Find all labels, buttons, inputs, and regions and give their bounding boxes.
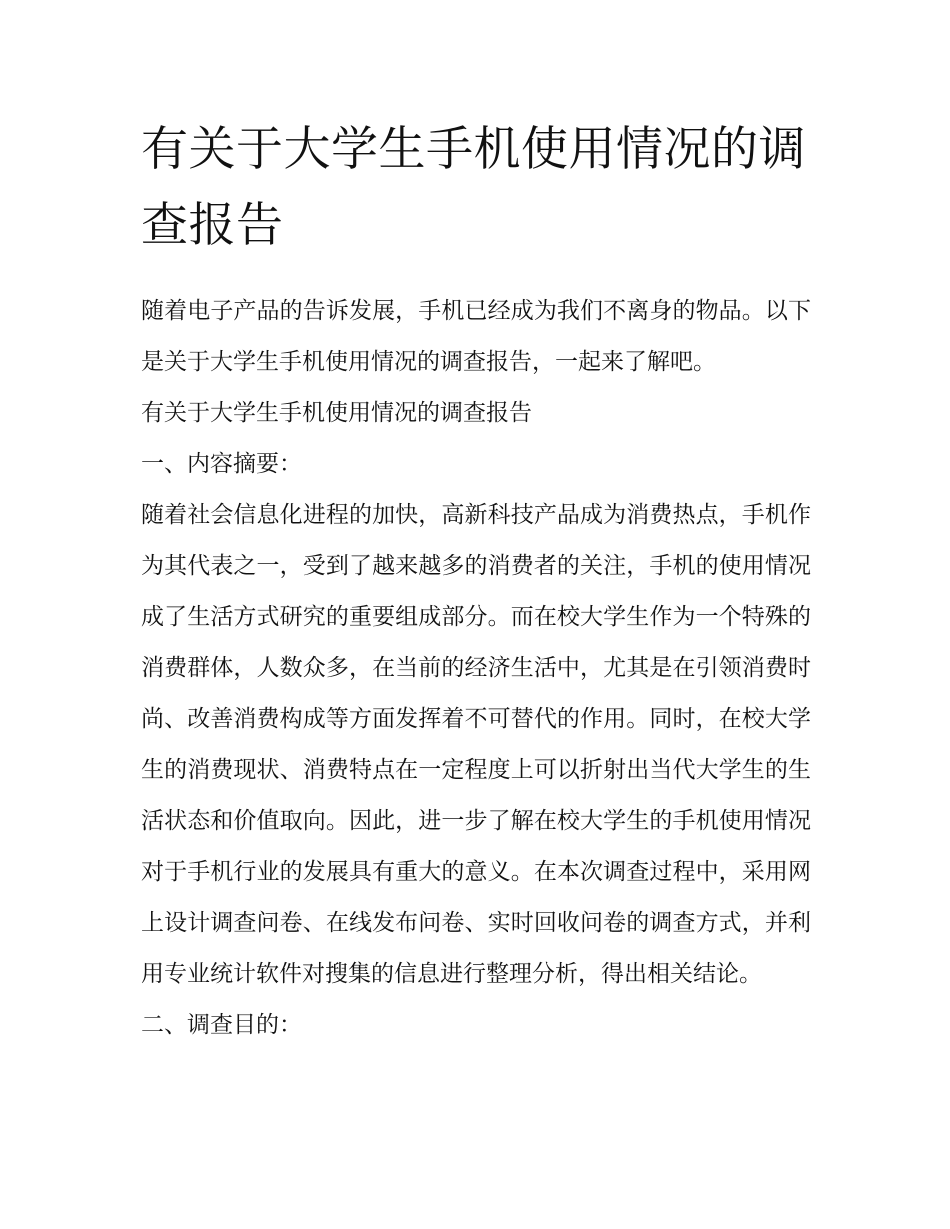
section-heading-purpose: 二、调查目的： bbox=[141, 1012, 302, 1038]
document-subtitle: 有关于大学生手机使用情况的调查报告 bbox=[141, 400, 532, 426]
document-title: 有关于大学生手机使用情况的调查报告 bbox=[141, 122, 806, 253]
section-heading-summary: 一、内容摘要： bbox=[141, 451, 302, 477]
intro-paragraph: 随着电子产品的告诉发展，手机已经成为我们不离身的物品。以下是关于大学生手机使用情况的调查报告，一起来了解吧。 bbox=[141, 298, 811, 375]
summary-paragraph: 随着社会信息化进程的加快，高新科技产品成为消费热点，手机作为其代表之一，受到了越来越多的消费者的关注，手机的使用情况成了生活方式研究的重要组成部分。而在校大学生作为一个特殊的消费群体，人数众多，在当前的经济生活中，尤其是在引领消费时尚、改善消费构成等方面发挥着不可替代的作用。同时，在校大学生的消费现状、消费特点在一定程度上可以折射出当代大学生的生活状态和价值取向。因此，进一步了解在校大学生的手机使用情况对于手机行业的发展具有重大的意义。在本次调查过程中，采用网上设计调查问卷、在线发布问卷、实时回收问卷的调查方式，并利用专业统计软件对搜集的信息进行整理分析，得出相关结论。 bbox=[141, 502, 811, 987]
document-page bbox=[141, 112, 811, 1051]
